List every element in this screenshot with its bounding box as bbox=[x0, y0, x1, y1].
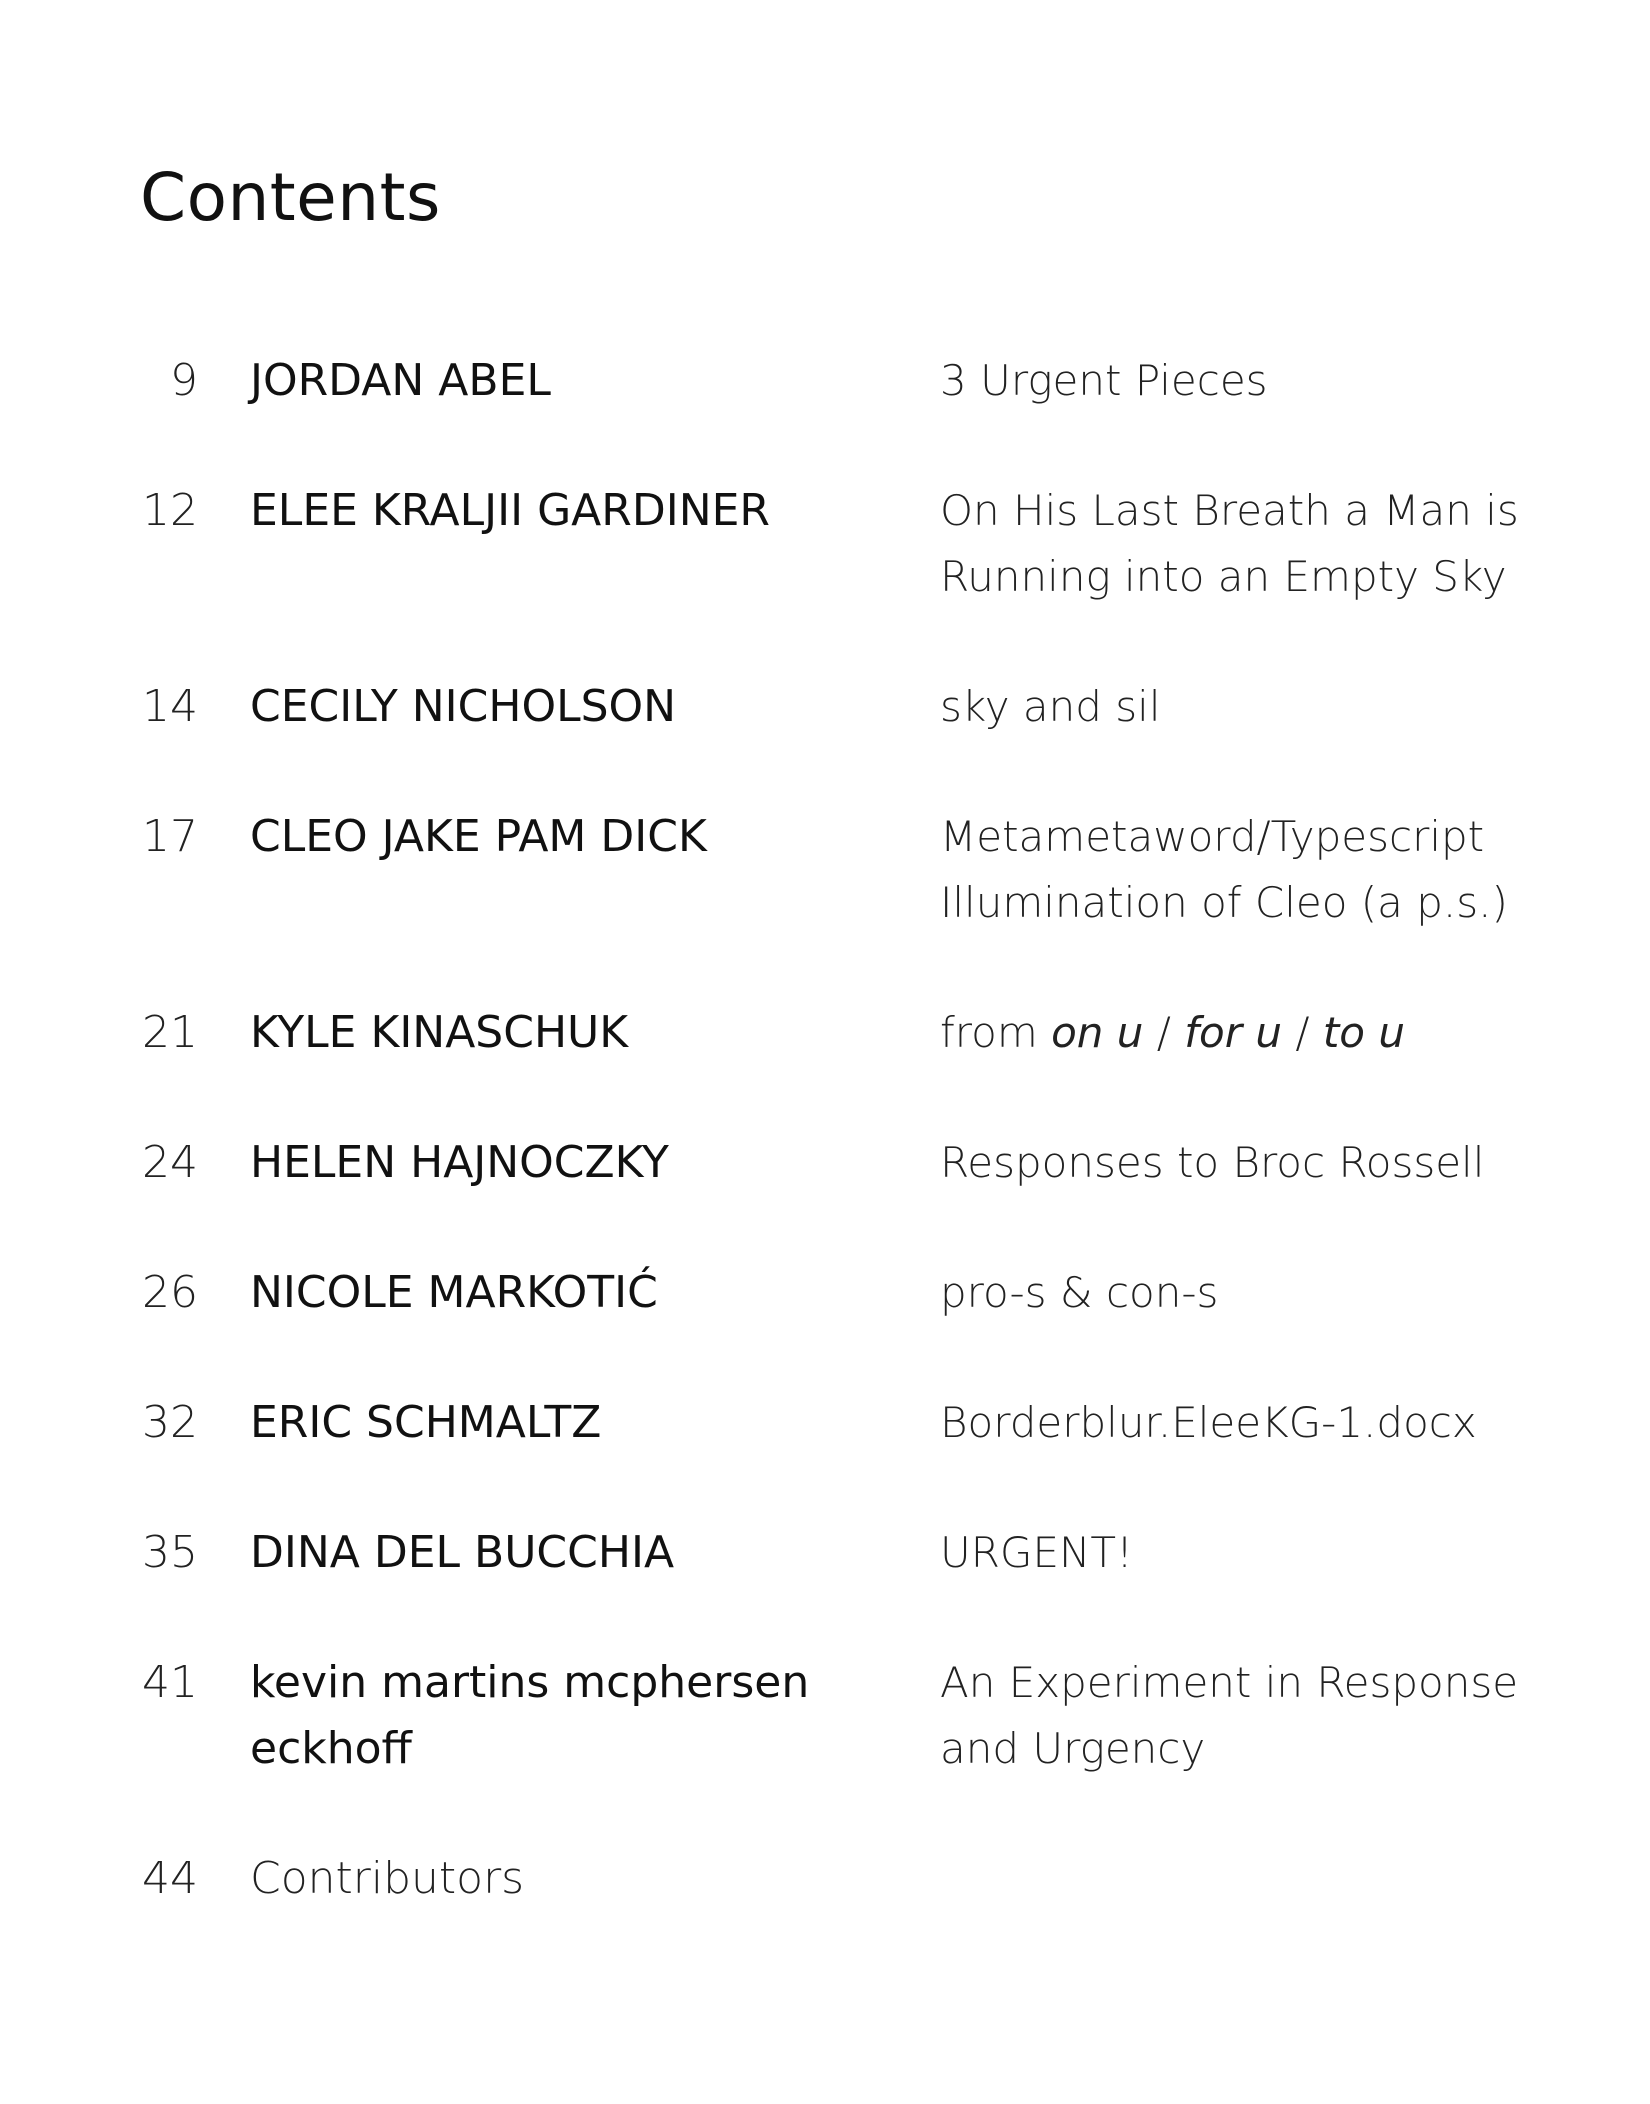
page-number: 24 bbox=[142, 1137, 198, 1188]
work-title-line: pro-s & con-s bbox=[940, 1268, 1219, 1317]
toc-entry bbox=[0, 348, 1650, 468]
author-name: JORDAN ABEL bbox=[250, 355, 551, 406]
toc-entry bbox=[0, 1846, 1650, 1966]
toc-entry bbox=[0, 1650, 1650, 1774]
page-number: 32 bbox=[142, 1397, 198, 1448]
work-title-line: Borderblur.EleeKG-1.docx bbox=[940, 1398, 1477, 1447]
contributors-heading: Contributors bbox=[250, 1853, 525, 1904]
work-separator: / bbox=[1281, 1008, 1323, 1057]
work-separator: / bbox=[1143, 1008, 1185, 1057]
author-name: ERIC SCHMALTZ bbox=[250, 1397, 602, 1448]
work-title bbox=[940, 674, 1580, 740]
page-number: 35 bbox=[142, 1527, 198, 1578]
work-title-line: Illumination of Cleo (a p.s.) bbox=[940, 878, 1508, 927]
work-title-line: URGENT! bbox=[940, 1528, 1133, 1577]
work-title bbox=[940, 1260, 1580, 1326]
page-number: 9 bbox=[170, 355, 198, 406]
author-name: CECILY NICHOLSON bbox=[250, 681, 677, 732]
page-number: 44 bbox=[142, 1853, 198, 1904]
author-name: ELEE KRALJII GARDINER bbox=[250, 485, 770, 536]
author-name-line: eckhoff bbox=[250, 1723, 412, 1774]
author-name-line: kevin martins mcphersen bbox=[250, 1657, 810, 1708]
work-title bbox=[940, 1650, 1580, 1782]
work-title-italic: for u bbox=[1184, 1008, 1282, 1057]
toc-entry bbox=[0, 1390, 1650, 1510]
work-title bbox=[940, 804, 1580, 936]
work-title bbox=[940, 1520, 1580, 1586]
work-title-line: 3 Urgent Pieces bbox=[940, 356, 1268, 405]
author-name: HELEN HAJNOCZKY bbox=[250, 1137, 669, 1188]
work-prefix: from bbox=[940, 1008, 1052, 1057]
author-name bbox=[250, 1650, 870, 1782]
work-title-line: Metametaword/Typescript bbox=[940, 812, 1485, 861]
work-title bbox=[940, 478, 1580, 610]
work-title-line: On His Last Breath a Man is bbox=[940, 486, 1519, 535]
toc-entry bbox=[0, 478, 1650, 601]
work-title bbox=[940, 1130, 1580, 1196]
author-name: NICOLE MARKOTIĆ bbox=[250, 1267, 658, 1318]
author-name: CLEO JAKE PAM DICK bbox=[250, 811, 707, 862]
work-title bbox=[940, 1390, 1580, 1456]
work-title-line: An Experiment in Response bbox=[940, 1658, 1519, 1707]
page-number: 26 bbox=[142, 1267, 198, 1318]
toc-entry bbox=[0, 674, 1650, 794]
work-title-line: sky and sil bbox=[940, 682, 1161, 731]
page-title: Contents bbox=[140, 159, 441, 236]
work-title-italic: on u bbox=[1051, 1008, 1144, 1057]
toc-entry bbox=[0, 804, 1650, 927]
work-title bbox=[940, 1000, 1580, 1066]
page-number: 17 bbox=[142, 811, 198, 862]
toc-entry bbox=[0, 1520, 1650, 1640]
work-title-line bbox=[940, 1000, 1580, 1066]
toc-entry bbox=[0, 1260, 1650, 1380]
work-title-italic: to u bbox=[1322, 1008, 1405, 1057]
author-name: DINA DEL BUCCHIA bbox=[250, 1527, 675, 1578]
page-number: 12 bbox=[142, 485, 198, 536]
work-title-line: Running into an Empty Sky bbox=[940, 552, 1507, 601]
work-title-line: and Urgency bbox=[940, 1724, 1206, 1773]
page-number: 21 bbox=[142, 1007, 198, 1058]
toc-entry bbox=[0, 1000, 1650, 1120]
page-number: 14 bbox=[142, 681, 198, 732]
toc-entry bbox=[0, 1130, 1650, 1250]
work-title bbox=[940, 348, 1580, 414]
work-title-line: Responses to Broc Rossell bbox=[940, 1138, 1485, 1187]
author-name: KYLE KINASCHUK bbox=[250, 1007, 629, 1058]
page-number: 41 bbox=[142, 1657, 198, 1708]
